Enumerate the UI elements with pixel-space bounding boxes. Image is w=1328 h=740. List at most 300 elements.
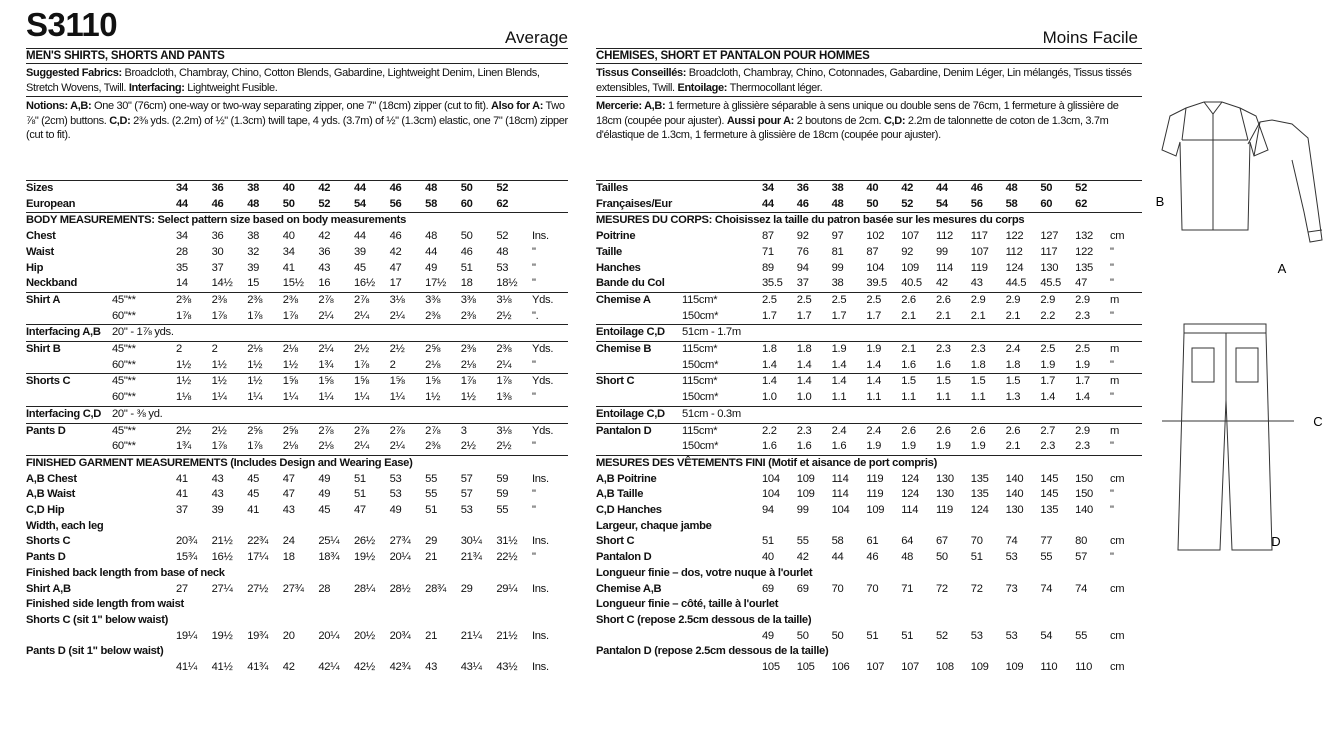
row-label: Finished side length from waist — [26, 598, 184, 611]
table-cell: 44 — [425, 245, 438, 258]
table-cell: 76 — [796, 245, 809, 258]
table-cell: 109 — [866, 504, 885, 517]
table-cell: 2.6 — [936, 423, 971, 439]
row-label — [26, 390, 112, 406]
table-row — [26, 503, 568, 519]
table-cell: 87 — [866, 245, 879, 258]
table-row — [596, 613, 1142, 629]
unit-label: " — [1109, 551, 1114, 564]
row-label: C,D Hanches — [596, 504, 662, 517]
table-cell: 140 — [1005, 472, 1024, 485]
table-cell: 104 — [762, 472, 780, 485]
table-cell: 41 — [176, 472, 188, 485]
table-cell: 1.9 — [866, 342, 901, 358]
table-cell: 99 — [935, 245, 948, 258]
table-cell: 1⅜ — [496, 391, 512, 404]
table-cell: 49 — [318, 472, 331, 485]
table-cell: 70 — [831, 582, 844, 595]
table-cell: 97 — [831, 230, 844, 243]
row-label: Shirt A — [26, 292, 112, 308]
table-cell: 124 — [1005, 261, 1024, 274]
table-cell: 2.2 — [762, 423, 797, 439]
difficulty-level: Moins Facile — [1042, 28, 1138, 47]
table-cell: 39 — [353, 245, 366, 258]
table-cell: 1.9 — [866, 440, 882, 453]
table-row — [596, 390, 1142, 406]
unit-label: cm — [1109, 230, 1125, 243]
row-sublabel: 115cm* — [682, 423, 762, 439]
table-cell: 1.4 — [1075, 391, 1090, 404]
table-cell: 114 — [901, 504, 919, 517]
table-cell: 1.9 — [935, 440, 951, 453]
unit-label — [1110, 197, 1142, 213]
table-cell: 114 — [831, 472, 849, 485]
unit-label: " — [1109, 440, 1114, 453]
table-cell: 2.9 — [1075, 292, 1110, 308]
table-cell: 44 — [354, 181, 390, 197]
table-cell: 43 — [425, 661, 438, 674]
table-cell: 39.5 — [866, 277, 887, 290]
table-row — [26, 582, 568, 598]
table-cell: 2.5 — [797, 292, 832, 308]
table-cell: 21½ — [496, 629, 518, 642]
table-cell: 51 — [762, 535, 774, 548]
table-row — [26, 406, 568, 423]
table-cell: 58 — [425, 197, 438, 210]
table-cell: 43 — [211, 472, 224, 485]
unit-label: " — [1109, 261, 1114, 274]
row-sublabel — [682, 487, 762, 503]
table-cell: 26½ — [353, 535, 375, 548]
table-cell: 94 — [796, 261, 809, 274]
table-cell: 51 — [866, 629, 879, 642]
table-cell: 2.6 — [901, 423, 936, 439]
table-row — [596, 358, 1142, 374]
technical-drawings — [1142, 80, 1328, 580]
table-cell: 119 — [935, 504, 953, 517]
table-cell: 1½ — [460, 391, 476, 404]
table-cell: 52 — [1075, 181, 1110, 197]
table-cell: 2.4 — [866, 423, 901, 439]
table-cell: 3⅛ — [390, 292, 426, 308]
table-row — [596, 472, 1142, 488]
table-cell: 119 — [866, 488, 884, 501]
table-cell: 2⅜ — [176, 292, 212, 308]
table-cell: 2⅝ — [283, 423, 319, 439]
table-cell: 20¾ — [389, 629, 411, 642]
table-cell: 145 — [1040, 488, 1059, 501]
table-cell: 2½ — [354, 342, 390, 358]
table-cell: 31½ — [496, 535, 518, 548]
table-row — [596, 644, 1142, 660]
table-row — [596, 550, 1142, 566]
table-cell: 108 — [935, 661, 954, 674]
table-cell: 2 — [176, 342, 212, 358]
table-cell: 53 — [389, 472, 402, 485]
table-cell: 2.5 — [866, 292, 901, 308]
table-cell: 1.4 — [866, 358, 882, 371]
unit-label: ". — [531, 309, 539, 322]
row-label: Taille — [596, 245, 622, 258]
table-cell: 29 — [460, 582, 473, 595]
row-label: Chemise B — [596, 342, 682, 358]
table-cell: 109 — [970, 661, 989, 674]
table-cell: 1.1 — [831, 391, 847, 404]
table-cell: 150 — [1075, 472, 1093, 485]
table-cell: 40 — [762, 551, 774, 564]
table-cell: 124 — [970, 504, 989, 517]
table-cell: 117 — [1040, 245, 1058, 258]
table-row — [596, 197, 1142, 213]
table-cell: 1.7 — [796, 309, 812, 322]
row-sublabel — [682, 245, 762, 261]
row-label: Short C — [596, 374, 682, 390]
table-cell: 42 — [282, 661, 295, 674]
table-cell: 43 — [211, 488, 224, 501]
row-sublabel — [682, 534, 762, 550]
table-cell: 42 — [318, 181, 354, 197]
row-label: Chemise A,B — [596, 582, 662, 595]
table-cell: 3⅜ — [425, 292, 461, 308]
table-cell: 48 — [901, 551, 914, 564]
row-sublabel — [682, 550, 762, 566]
table-cell: 1¾ — [318, 358, 334, 371]
table-cell: 36 — [212, 181, 248, 197]
row-label: Shirt A,B — [26, 582, 71, 595]
table-cell: 2⅞ — [318, 292, 354, 308]
table-cell: 1⅞ — [211, 440, 227, 453]
table-cell: 16 — [318, 277, 331, 290]
table-cell: 2.3 — [971, 342, 1006, 358]
table-cell: 80 — [1075, 535, 1088, 548]
row-label: Largeur, chaque jambe — [596, 519, 712, 532]
notions: Notions: A,B: One 30" (76cm) one-way or two-way separating zipper, one 7" (18cm) zipper (cut to fit). Also for A: Two ⅞" (2cm) buttons. C,D: 2⅜ yds. (2.2m) of ½" (1.3cm) twill tape, 4 yds. (3.7m) of ½" (1.3cm) elastic, one 7" (18cm) zipper (cut to fit). — [26, 100, 568, 141]
table-cell: 2.9 — [971, 292, 1006, 308]
row-sublabel — [112, 276, 176, 292]
row-label: MESURES DES VÊTEMENTS FINI (Motif et aisance de port compris) — [596, 455, 1142, 471]
row-label: European — [26, 197, 76, 210]
row-sublabel — [112, 660, 176, 676]
table-cell: 124 — [901, 488, 919, 501]
table-cell: 27½ — [247, 582, 269, 595]
unit-label: cm — [1109, 629, 1125, 642]
unit-label: m — [1110, 292, 1142, 308]
row-sublabel — [682, 503, 762, 519]
row-sublabel — [112, 181, 176, 197]
measurement-table — [26, 180, 568, 676]
suggested-fabrics: Suggested Fabrics: Broadcloth, Chambray, Chino, Cotton Blends, Gabardine, Lightweight Denim, Linen Blends, Stretch Wovens, Twill. Interfacing: Lightweight Fusible. — [26, 67, 540, 94]
row-label — [26, 439, 112, 455]
view-label-c: C — [1313, 414, 1323, 429]
row-label — [26, 629, 112, 645]
table-cell: 135 — [970, 488, 989, 501]
table-cell: 1⅞ — [461, 374, 497, 390]
table-cell: 21¾ — [460, 551, 482, 564]
table-row — [26, 534, 568, 550]
table-row — [26, 325, 568, 342]
table-row — [596, 342, 1142, 358]
row-label: Longueur finie – côté, taille à l'ourlet — [596, 598, 779, 611]
table-cell: 1.6 — [831, 440, 847, 453]
table-cell: 41 — [282, 261, 295, 274]
table-row — [596, 309, 1142, 325]
unit-label: " — [1109, 277, 1114, 290]
unit-label: cm — [1109, 472, 1125, 485]
table-cell: 14½ — [211, 277, 233, 290]
table-cell: 20¼ — [318, 629, 340, 642]
table-row — [26, 472, 568, 488]
row-label: Longueur finie – dos, votre nuque à l'ourlet — [596, 566, 813, 579]
table-cell: 50 — [460, 230, 473, 243]
table-cell: 104 — [866, 261, 885, 274]
table-row — [26, 342, 568, 358]
table-cell: 1.0 — [762, 391, 777, 404]
table-cell: 62 — [496, 197, 509, 210]
table-row — [26, 374, 568, 390]
table-cell: 2.5 — [762, 292, 797, 308]
unit-label: " — [531, 358, 536, 371]
table-cell: 1.5 — [971, 374, 1006, 390]
table-cell: 74 — [1075, 582, 1088, 595]
table-cell: 57 — [460, 472, 473, 485]
table-cell: 44 — [353, 230, 366, 243]
row-sublabel: 60"** — [112, 309, 136, 322]
table-cell: 44.5 — [1005, 277, 1027, 290]
row-label: Entoilage C,D — [596, 325, 682, 342]
table-cell: 64 — [901, 535, 914, 548]
table-cell: 20½ — [353, 629, 375, 642]
table-row — [26, 487, 568, 503]
row-label — [26, 660, 112, 676]
row-label: Pantalon D — [596, 551, 652, 564]
table-cell: 28¼ — [353, 582, 375, 595]
row-sublabel — [682, 181, 762, 197]
table-cell: 51 — [901, 629, 914, 642]
row-sublabel — [112, 197, 176, 213]
table-cell: 21 — [425, 629, 438, 642]
table-cell: 36 — [318, 245, 331, 258]
table-cell: 2.3 — [1075, 309, 1090, 322]
table-cell: 39 — [211, 504, 224, 517]
table-cell: 1⅝ — [318, 374, 354, 390]
table-cell: 43 — [318, 261, 331, 274]
row-label: Shorts C — [26, 374, 112, 390]
row-sublabel — [112, 229, 176, 245]
table-cell: 70 — [866, 582, 879, 595]
table-cell: 2⅝ — [247, 423, 283, 439]
table-cell: 2.9 — [1075, 423, 1110, 439]
table-cell: 49 — [389, 504, 402, 517]
table-cell: 1¼ — [389, 391, 405, 404]
row-sublabel — [682, 276, 762, 292]
table-cell: 46 — [866, 551, 879, 564]
table-cell: 43½ — [496, 661, 518, 674]
pants-drawing — [1178, 324, 1272, 550]
table-cell: 104 — [831, 504, 850, 517]
row-label — [596, 629, 682, 645]
table-cell: 42½ — [353, 661, 375, 674]
table-cell: 2¼ — [318, 309, 334, 322]
table-cell: 52 — [496, 230, 509, 243]
table-cell: 1.6 — [762, 440, 777, 453]
row-label: Françaises/Eur — [596, 197, 673, 210]
table-row — [596, 566, 1142, 582]
table-cell: 41 — [247, 504, 260, 517]
table-cell: 42 — [318, 230, 331, 243]
table-row — [596, 503, 1142, 519]
table-cell: 2¼ — [353, 309, 369, 322]
table-cell: 43 — [970, 277, 983, 290]
table-cell: 55 — [1075, 629, 1088, 642]
table-cell: 32 — [247, 245, 260, 258]
table-cell: 55 — [425, 488, 438, 501]
table-cell: 106 — [831, 661, 850, 674]
table-row — [596, 325, 1142, 342]
table-cell: 1⅛ — [176, 391, 191, 404]
table-cell: 17¼ — [247, 551, 269, 564]
table-cell: 2⅛ — [425, 358, 441, 371]
row-label: Shirt B — [26, 342, 112, 358]
row-label — [596, 660, 682, 676]
table-cell: 1¼ — [282, 391, 298, 404]
table-cell: 99 — [796, 504, 809, 517]
suggested-fabrics: Tissus Conseillés: Broadcloth, Chambray, Chino, Cotonnades, Gabardine, Denim Léger, Lin mélangés, Tissus tissés extensibles, Twill. Entoilage: Thermocollant léger. — [596, 67, 1132, 94]
table-cell: 49 — [762, 629, 774, 642]
table-cell: 1.5 — [901, 374, 936, 390]
table-cell: 50 — [461, 181, 497, 197]
table-cell: 39 — [247, 261, 260, 274]
row-label — [596, 358, 682, 374]
table-row — [26, 292, 568, 308]
table-cell: 2.6 — [936, 292, 971, 308]
table-row — [26, 309, 568, 325]
table-cell: 1⅝ — [354, 374, 390, 390]
table-cell: 14 — [176, 277, 188, 290]
row-label: Interfacing A,B — [26, 325, 112, 342]
table-cell: 21½ — [211, 535, 233, 548]
table-cell: 2¼ — [389, 309, 405, 322]
unit-label: cm — [1109, 661, 1125, 674]
table-cell: 47 — [389, 261, 402, 274]
table-cell: 1½ — [425, 391, 441, 404]
unit-label: Yds. — [532, 374, 568, 390]
table-cell: 1.4 — [797, 374, 832, 390]
table-row — [26, 276, 568, 292]
table-row — [26, 423, 568, 439]
table-cell: 2¼ — [353, 440, 369, 453]
table-cell: 38 — [247, 181, 283, 197]
table-cell: 1½ — [176, 374, 212, 390]
table-cell: 2¼ — [389, 440, 405, 453]
table-cell: 150 — [1075, 488, 1093, 501]
row-sublabel: 150cm* — [682, 358, 719, 371]
table-cell: 56 — [970, 197, 983, 210]
table-cell: 47 — [353, 504, 366, 517]
row-sublabel: 60"** — [112, 358, 136, 371]
table-cell: 2⅜ — [460, 309, 476, 322]
table-cell: 1½ — [247, 374, 283, 390]
row-label: Waist — [26, 245, 54, 258]
unit-label: " — [1109, 504, 1114, 517]
table-cell: 37 — [211, 261, 224, 274]
table-cell: 15½ — [282, 277, 304, 290]
unit-label: " — [531, 245, 536, 258]
table-cell: 2⅛ — [460, 358, 476, 371]
table-cell: 44 — [936, 181, 971, 197]
unit-label: " — [1109, 391, 1114, 404]
table-cell: 19½ — [211, 629, 233, 642]
table-cell: 2 — [212, 342, 248, 358]
table-row — [596, 261, 1142, 277]
row-sublabel — [682, 261, 762, 277]
row-label: Interfacing C,D — [26, 406, 112, 423]
table-cell: 99 — [831, 261, 844, 274]
table-cell: 45 — [247, 472, 260, 485]
unit-label: Ins. — [531, 629, 549, 642]
table-cell: 22½ — [496, 551, 518, 564]
table-cell: 42¾ — [389, 661, 411, 674]
table-row — [26, 229, 568, 245]
row-label: Short C — [596, 535, 635, 548]
table-cell: 69 — [796, 582, 809, 595]
table-cell: 57 — [1075, 551, 1088, 564]
row-sublabel: 150cm* — [682, 391, 719, 404]
table-cell: 1⅝ — [283, 374, 319, 390]
table-cell: 2.7 — [1040, 423, 1075, 439]
table-cell: 2.1 — [901, 342, 936, 358]
row-sublabel: 115cm* — [682, 374, 762, 390]
table-cell: 1.7 — [762, 309, 777, 322]
table-row — [596, 245, 1142, 261]
table-cell: 1.6 — [935, 358, 951, 371]
table-cell: 1⅝ — [425, 374, 461, 390]
table-cell: 34 — [176, 181, 212, 197]
table-cell: 117 — [970, 230, 988, 243]
measurement-table — [596, 180, 1142, 676]
table-cell: 47 — [282, 472, 295, 485]
table-cell: 52 — [318, 197, 331, 210]
row-sublabel: 150cm* — [682, 440, 719, 453]
table-cell: 40 — [282, 230, 295, 243]
table-cell: 1⅞ — [176, 309, 191, 322]
table-cell: 18 — [460, 277, 473, 290]
table-cell: 50 — [831, 629, 844, 642]
table-row — [596, 406, 1142, 423]
table-cell: 3 — [461, 423, 497, 439]
table-cell: 16½ — [211, 551, 233, 564]
table-cell: 77 — [1040, 535, 1053, 548]
table-cell: 1⅞ — [496, 374, 532, 390]
table-cell: 48 — [425, 230, 438, 243]
table-cell: 1.7 — [1075, 374, 1110, 390]
table-cell: 92 — [796, 230, 809, 243]
table-cell: 2⅜ — [461, 342, 497, 358]
view-label-b: B — [1155, 194, 1165, 209]
row-label — [26, 358, 112, 374]
table-cell: 1.4 — [866, 374, 901, 390]
table-row — [26, 390, 568, 406]
table-cell: 38 — [831, 277, 844, 290]
table-cell: 2.9 — [1040, 292, 1075, 308]
shirt-view-a-drawing — [1248, 120, 1322, 242]
table-cell: 1½ — [211, 358, 227, 371]
table-cell: 2⅝ — [425, 342, 461, 358]
table-cell: 1.8 — [762, 342, 797, 358]
table-cell: 124 — [901, 472, 919, 485]
table-cell: 52 — [935, 629, 948, 642]
table-cell: 50 — [866, 197, 879, 210]
table-cell: 1.5 — [1006, 374, 1041, 390]
